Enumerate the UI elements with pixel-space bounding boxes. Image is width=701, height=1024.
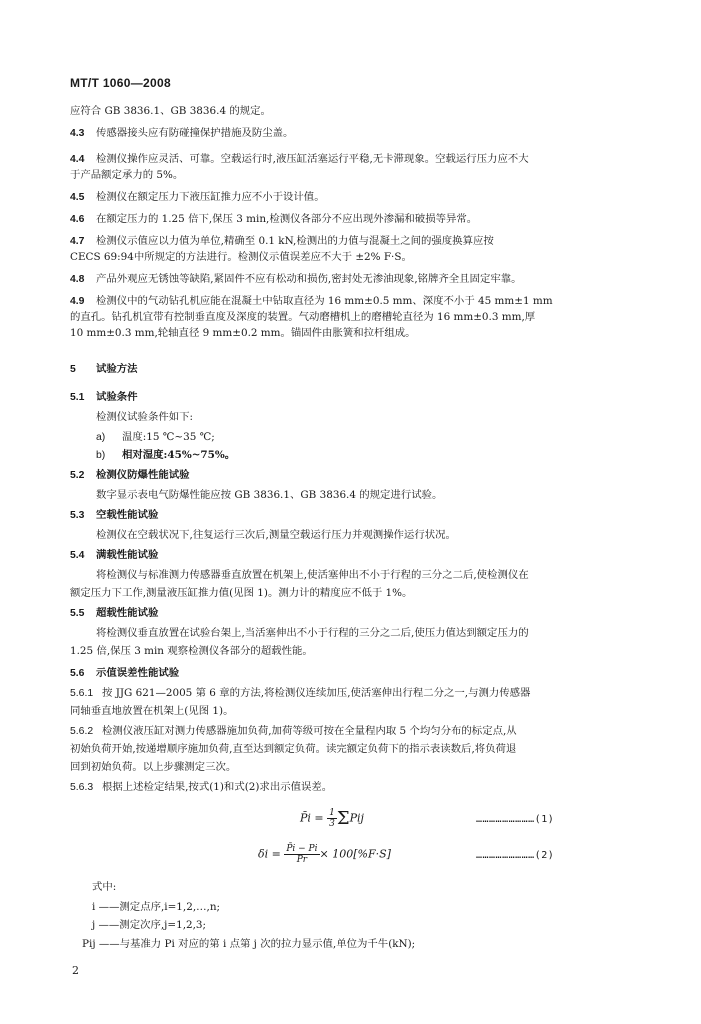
clause-number: 4.7	[70, 236, 85, 247]
list-marker: a)	[96, 432, 106, 443]
clause-text: 检测仪操作应灵活、可靠。空载运行时,液压缸活塞运行平稳,无卡滞现象。空载运行压力应不大	[96, 153, 529, 165]
heading-5-6	[70, 666, 635, 681]
section-title: 试验方法	[96, 363, 138, 375]
clause-title: 示值误差性能试验	[96, 667, 180, 679]
where-label: 式中:	[92, 881, 117, 893]
clause-4-5	[70, 190, 635, 205]
clause-4-7	[70, 234, 635, 249]
clause-number: 4.5	[70, 192, 85, 203]
eq2-fraction	[284, 844, 319, 865]
clause-title: 试验条件	[96, 391, 138, 403]
clause-text: 传感器接头应有防碰撞保护措施及防尘盖。	[96, 127, 294, 139]
section-number: 5	[70, 364, 76, 375]
clause-number: 5.5	[70, 608, 85, 619]
eq2-numerator: P̄i − Pi	[286, 844, 318, 854]
text-5-2: 数字显示表电气防爆性能应按 GB 3836.1、GB 3836.4 的规定进行试验。	[96, 489, 443, 501]
clause-number: 5.6.1	[70, 688, 94, 699]
clause-number: 5.6	[70, 668, 85, 679]
list-marker: b)	[96, 450, 106, 461]
clause-5-6-2-cont2: 回到初始负荷。以上步骤测定三次。	[70, 761, 237, 773]
clause-title: 超载性能试验	[96, 607, 159, 619]
equation-1	[300, 808, 364, 829]
clause-number: 5.2	[70, 470, 85, 481]
clause-4-8	[70, 272, 635, 287]
clause-number: 5.3	[70, 510, 85, 521]
eq2-denominator: Pr	[296, 855, 308, 865]
clause-text: 检测仪液压缸对测力传感器施加负荷,加荷等级可按在全量程内取 5 个均匀分布的标定点,从	[102, 725, 517, 737]
clause-text: 检测仪中的气动钻孔机应能在混凝土中钻取直径为 16 mm±0.5 mm、深度不小于 45 mm±1 mm	[96, 295, 553, 307]
standard-header: MT/T 1060—2008	[70, 76, 171, 90]
clause-5-6-1-cont: 同轴垂直地放置在机架上(见图 1)。	[70, 705, 234, 717]
clause-text: 检测仪在额定压力下液压缸推力应不小于设计值。	[96, 191, 325, 203]
heading-5-4	[70, 548, 635, 563]
equation-1-label: ………………………(1)	[476, 814, 555, 825]
clause-text: 根据上述检定结果,按式(1)和式(2)求出示值误差。	[102, 781, 333, 793]
section-5-heading	[70, 362, 635, 377]
text-5-4-cont: 额定压力下工作,测量液压缸推力值(见图 1)。测力计的精度应不低于 1%。	[70, 587, 413, 599]
text-5-1: 检测仪试验条件如下:	[96, 411, 194, 423]
clause-title: 检测仪防爆性能试验	[96, 469, 190, 481]
eq1-rhs: Pij	[349, 811, 364, 825]
clause-title: 满载性能试验	[96, 549, 159, 561]
clause-5-6-3	[70, 780, 635, 795]
list-item-b	[96, 448, 661, 463]
clause-number: 5.1	[70, 392, 85, 403]
page-number: 2	[72, 964, 79, 977]
symbol-pij: Pij ——与基准力 Pi 对应的第 i 点第 j 次的拉力显示值,单位为千牛(kN);	[82, 938, 416, 950]
clause-text: 在额定压力的 1.25 倍下,保压 3 min,检测仪各部分不应出现外渗漏和破损等异常。	[96, 213, 478, 225]
list-text: 相对湿度:45%~75%。	[122, 449, 236, 461]
eq1-lhs: P̄i =	[300, 811, 328, 825]
clause-5-6-1	[70, 686, 635, 701]
eq2-lhs: δi =	[258, 847, 285, 861]
equation-2-label: ………………………(2)	[476, 850, 555, 861]
heading-5-3	[70, 508, 635, 523]
clause-title: 空载性能试验	[96, 509, 159, 521]
clause-4-9	[70, 294, 635, 309]
symbol-i: i ——测定点序,i=1,2,…,n;	[92, 901, 221, 913]
eq2-rhs: × 100[%F·S]	[319, 847, 391, 861]
clause-4-4-cont: 于产品额定承力的 5%。	[70, 169, 184, 181]
clause-number: 5.6.3	[70, 782, 94, 793]
clause-4-4	[70, 152, 635, 167]
clause-number: 4.9	[70, 296, 85, 307]
heading-5-1	[70, 390, 635, 405]
text-5-4: 将检测仪与标准测力传感器垂直放置在机架上,使活塞伸出不小于行程的三分之二后,使检测仪在	[96, 569, 529, 581]
list-text: 温度:15 ℃~35 ℃;	[122, 431, 215, 443]
clause-text: 检测仪示值应以力值为单位,精确至 0.1 kN,检测出的力值与混凝土之间的强度换算应按	[96, 235, 494, 247]
clause-4-9-cont1: 的直孔。钻孔机宜带有控制垂直度及深度的装置。气动磨槽机上的磨槽轮直径为 16 mm±0.3 mm,厚	[70, 311, 536, 323]
symbol-j: j ——测定次序,j=1,2,3;	[92, 919, 207, 931]
clause-number: 4.4	[70, 154, 85, 165]
clause-5-6-2-cont1: 初始负荷开始,按递增顺序施加负荷,直至达到额定负荷。读完额定负荷下的指示表读数后,将负荷退	[70, 743, 517, 755]
eq1-fraction	[327, 808, 337, 829]
eq1-numerator: 1	[329, 808, 335, 818]
sum-symbol: Σ	[336, 808, 350, 829]
list-item-a	[96, 430, 661, 445]
heading-5-5	[70, 606, 635, 621]
clause-text: 按 JJG 621—2005 第 6 章的方法,将检测仪连续加压,使活塞伸出行程二分之一,与测力传感器	[102, 687, 531, 699]
clause-5-6-2	[70, 724, 635, 739]
clause-number: 5.6.2	[70, 726, 94, 737]
para-4-2-end: 应符合 GB 3836.1、GB 3836.4 的规定。	[70, 105, 271, 117]
eq1-denominator: 3	[329, 819, 335, 829]
clause-number: 5.4	[70, 550, 85, 561]
clause-number: 4.6	[70, 214, 85, 225]
heading-5-2	[70, 468, 635, 483]
text-5-5: 将检测仪垂直放置在试验台架上,当活塞伸出不小于行程的三分之二后,使压力值达到额定压力的	[96, 627, 529, 639]
clause-4-9-cont2: 10 mm±0.3 mm,轮轴直径 9 mm±0.2 mm。锚固件由胀簧和拉杆组成。	[70, 327, 416, 339]
clause-text: 产品外观应无锈蚀等缺陷,紧固件不应有松动和损伤,密封处无渗油现象,铭牌齐全且固定牢靠。	[96, 273, 522, 285]
clause-4-3	[70, 126, 635, 141]
text-5-3: 检测仪在空载状况下,往复运行三次后,测量空载运行压力并观测操作运行状况。	[96, 529, 456, 541]
clause-number: 4.3	[70, 128, 85, 139]
equation-2	[258, 844, 391, 865]
clause-4-6	[70, 212, 635, 227]
text-5-5-cont: 1.25 倍,保压 3 min 观察检测仪各部分的超载性能。	[70, 645, 313, 657]
clause-number: 4.8	[70, 274, 85, 285]
clause-4-7-cont: CECS 69:94中所规定的方法进行。检测仪示值误差应不大于 ±2% F·S。	[70, 251, 412, 263]
